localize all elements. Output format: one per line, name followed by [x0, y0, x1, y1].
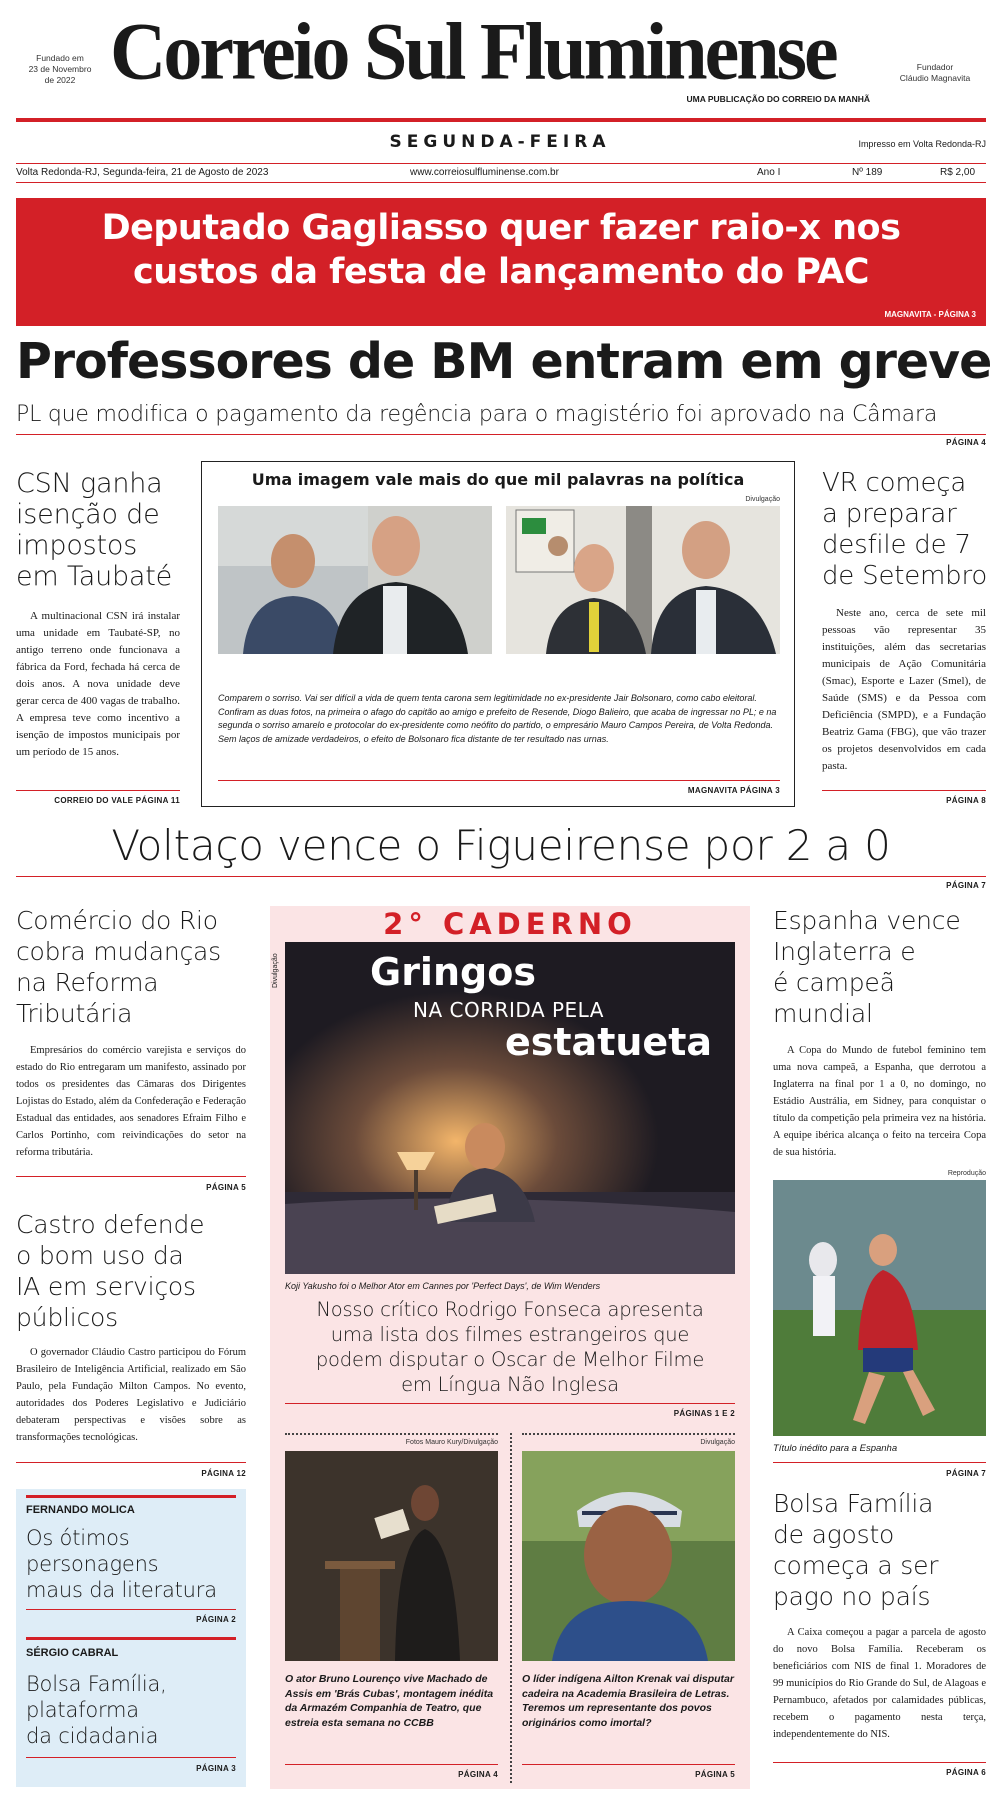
caderno-left-credit: Fotos Mauro Kury/Divulgação [405, 1439, 498, 1446]
vr-rule [822, 790, 986, 791]
caderno-right-credit: Divulgação [700, 1439, 735, 1446]
column-cabral-author: SÉRGIO CABRAL [26, 1647, 119, 1659]
caderno-rule [285, 1403, 735, 1404]
comercio-body: Empresários do comércio varejista e serviços do estado do Rio entregaram um manifesto, assinado por todos os presidentes das Câmaras dos Dirigentes Lojistas do Estado, além da Confederação e Federação Estadual das entidades, aos senadores Efraim Filho e Carlos Portinho, com reivindicações do setor na reforma tributária. [16, 1045, 246, 1158]
column-molica[interactable] [26, 1489, 236, 1637]
poster-line3: estatueta [505, 1020, 712, 1064]
caderno-page-ref: PÁGINAS 1 E 2 [673, 1409, 735, 1418]
caderno-dotted-right [522, 1433, 735, 1435]
masthead-tagline: UMA PUBLICAÇÃO DO CORREIO DA MANHÃ [686, 94, 870, 104]
vr-body: Neste ano, cerca de sete mil pessoas vão representar 35 instituições, além das secretarias municipais de Ação Comunitária (Smac), Esporte e Lazer (Smel), de Saúde (SMS) e da Pessoa com Deficiência (SMPD), e a Fundação Beatriz Gama (FBG), que vão trazer os projetos desenvolvidos em cada pasta. [822, 607, 986, 772]
vr-headline[interactable]: VR começa a preparar desfile de 7 de Setembro [822, 468, 988, 591]
castro-body: O governador Cláudio Castro participou do Fórum Brasileiro de Inteligência Artificial, realizado em São Paulo, pela Fundação Milton Campos. No evento, autoridades dos Poderes Legislativo e Judiciário debateram perspectivas e visões sobre as transformações tecnológicas. [16, 1347, 246, 1443]
year-label: Ano I [757, 167, 781, 178]
caderno-caption: Koji Yakusho foi o Melhor Ator em Cannes por 'Perfect Days', de Wim Wenders [285, 1281, 601, 1291]
caderno-left-page-ref: PÁGINA 4 [458, 1770, 498, 1779]
bolsa-page-ref: PÁGINA 6 [946, 1768, 986, 1777]
columns-box [16, 1489, 246, 1787]
caderno-section [270, 906, 750, 1789]
founded-note: Fundado em 23 de Novembro de 2022 [28, 53, 92, 85]
masthead-title: Correio Sul Fluminense [110, 4, 836, 97]
column-molica-title: Os ótimos personagens maus da literatura [26, 1526, 217, 1602]
column-cabral-page-ref: PÁGINA 3 [196, 1764, 236, 1773]
caderno-left-caption: O ator Bruno Lourenço vive Machado de Assis em 'Brás Cubas', montagem inédita da Armazém Companhia de Teatro, que estreia esta semana no CCBB [285, 1673, 494, 1729]
csn-headline[interactable]: CSN ganha isenção de impostos em Taubaté [16, 468, 173, 592]
caderno-right-caption: O líder indígena Ailton Krenak vai disputar cadeira na Academia Brasileira de Letras. Teremos um representante dos povos originários como imortal? [522, 1673, 734, 1729]
column-cabral-title: Bolsa Família, plataforma da cidadania [26, 1672, 167, 1748]
castro-page-ref: PÁGINA 12 [201, 1469, 246, 1478]
caderno-right-page-ref: PÁGINA 5 [695, 1770, 735, 1779]
photo-ailton-krenak[interactable] [522, 1451, 735, 1661]
comercio-page-ref: PÁGINA 5 [206, 1183, 246, 1192]
column-molica-rule [26, 1495, 236, 1498]
website-link[interactable]: www.correiosulfluminense.com.br [410, 167, 559, 178]
caderno-right-rule [522, 1764, 735, 1765]
column-cabral[interactable] [26, 1637, 236, 1787]
photo-box-rule [218, 780, 780, 781]
photo-box-title: Uma imagem vale mais do que mil palavras na política [251, 470, 745, 489]
lead-page-ref: PÁGINA 4 [946, 438, 986, 447]
poster-line1: Gringos [370, 950, 536, 994]
column-molica-page-ref: PÁGINA 2 [196, 1615, 236, 1624]
issue-number: Nº 189 [852, 167, 883, 178]
banner-page-ref: MAGNAVITA - PÁGINA 3 [884, 310, 976, 319]
comercio-headline[interactable]: Comércio do Rio cobra mudanças na Reforma Tributária [16, 906, 221, 1028]
price: R$ 2,00 [940, 167, 976, 178]
voltaco-page-ref: PÁGINA 7 [946, 881, 986, 890]
bolsa-rule [773, 1762, 986, 1763]
photo-bolsonaro-mauro[interactable] [506, 506, 780, 654]
column-molica-author: FERNANDO MOLICA [26, 1504, 135, 1516]
masthead-rule [16, 118, 986, 122]
espanha-caption: Título inédito para a Espanha [773, 1443, 898, 1454]
weekday: SEGUNDA-FEIRA [389, 132, 611, 152]
photo-two-men-handshake-icon [218, 506, 492, 654]
photo-box-caption: Comparem o sorriso. Vai ser difícil a vida de quem tenta carona sem legitimidade no ex-presidente Jair Bolsonaro, como cabo eleitoral. Confiram as duas fotos, na primeira o afago do capitão ao amigo e prefeito de Resende, Diogo Balieiro, que acaba de ingressar no PL; e na segunda o sorriso amarelo e protocolar do ex-presidente como neófito do partido, o empresário Mauro Campos Pereira, de Volta Redonda. Sem laços de amizade verdadeiros, o efeito de Bolsonaro fica distante de ter resultado nas urnas. [218, 693, 777, 744]
csn-rule [16, 790, 180, 791]
caderno-dotted-vertical [510, 1433, 512, 1783]
photo-spain-player[interactable] [773, 1180, 986, 1436]
caderno-side-credit: Divulgação [272, 953, 279, 988]
photo-box-credit: Divulgação [745, 496, 780, 503]
column-molica-rule-bottom [26, 1609, 236, 1610]
dateline: Volta Redonda-RJ, Segunda-feira, 21 de Agosto de 2023 [16, 167, 269, 178]
castro-headline[interactable]: Castro defende o bom uso da IA em serviços públicos [16, 1210, 205, 1332]
founder-note: Fundador Cláudio Magnavita [899, 62, 971, 83]
photo-actor-machado[interactable] [285, 1451, 498, 1661]
photo-box [201, 461, 795, 807]
column-cabral-rule-bottom [26, 1757, 236, 1758]
espanha-credit: Reprodução [947, 1170, 986, 1177]
dateline-rule-top [16, 163, 986, 164]
lead-rule [16, 434, 986, 435]
espanha-page-ref: PÁGINA 7 [946, 1469, 986, 1478]
banner-headline: Deputado Gagliasso quer fazer raio-x nos custos da festa de lançamento do PAC [101, 208, 901, 292]
comercio-rule [16, 1176, 246, 1177]
photo-box-page-ref: MAGNAVITA PÁGINA 3 [687, 786, 780, 795]
photo-bolsonaro-balieiro[interactable] [218, 506, 492, 654]
espanha-rule [773, 1462, 986, 1463]
caderno-left-rule [285, 1764, 498, 1765]
castro-rule [16, 1462, 246, 1463]
photo-actor-stage-icon [285, 1451, 498, 1661]
espanha-body: A Copa do Mundo de futebol feminino tem uma nova campeã, a Espanha, que derrotou a Inglaterra na final por 1 a 0, no domingo, no Estádio Austrália, em Sidney, para conquistar o título da competição pela primeira vez na história. A equipe ibérica alcança o feito na terceira Copa de sua história. [773, 1045, 986, 1158]
voltaco-rule [16, 876, 986, 877]
caderno-label: 2° CADERNO [383, 907, 637, 941]
printed-location: Impresso em Volta Redonda-RJ [858, 139, 986, 149]
csn-page-ref: CORREIO DO VALE PÁGINA 11 [54, 796, 180, 805]
csn-body: A multinacional CSN irá instalar uma unidade em Taubaté-SP, no antigo terreno onde funcionava a fábrica da Ford, fechada há cerca de dois anos. A nova unidade deve gerar cerca de 400 vagas de trabalho. A empresa teve como incentivo a isenção de impostos municipais por um período de 15 anos. [16, 610, 180, 758]
espanha-headline[interactable]: Espanha vence Inglaterra e é campeã mundial [773, 906, 961, 1028]
dateline-rule-bottom [16, 182, 986, 183]
bolsa-headline[interactable]: Bolsa Família de agosto começa a ser pago no país [773, 1489, 939, 1611]
photo-two-men-office-icon [506, 506, 780, 654]
lead-headline[interactable]: Professores de BM entram em greve [16, 333, 992, 390]
poster-line2: NA CORRIDA PELA [413, 998, 604, 1022]
banner-box[interactable] [16, 198, 986, 326]
photo-football-player-celebrating-icon [773, 1180, 986, 1436]
photo-indigenous-leader-icon [522, 1451, 735, 1661]
lead-subhead: PL que modifica o pagamento da regência para o magistério foi aprovado na Câmara [16, 402, 938, 427]
caderno-dotted-left [285, 1433, 498, 1435]
vr-page-ref: PÁGINA 8 [946, 796, 986, 805]
column-cabral-rule [26, 1637, 236, 1640]
caderno-poster[interactable] [285, 942, 735, 1274]
voltaco-headline[interactable]: Voltaço vence o Figueirense por 2 a 0 [111, 821, 891, 870]
caderno-summary[interactable]: Nosso crítico Rodrigo Fonseca apresenta uma lista dos filmes estrangeiros que podem disputar o Oscar de Melhor Filme em Língua Não Inglesa [315, 1298, 705, 1396]
bolsa-body: A Caixa começou a pagar a parcela de agosto do novo Bolsa Família. Receberam os beneficiários com NIS de final 1. Moradores de 99 municípios do Rio Grande do Sul, de Alagoas e Pernambuco, afetados por calamidades públicas, recebem o pagamento nesta terça, independentemente do NIS. [773, 1627, 986, 1740]
